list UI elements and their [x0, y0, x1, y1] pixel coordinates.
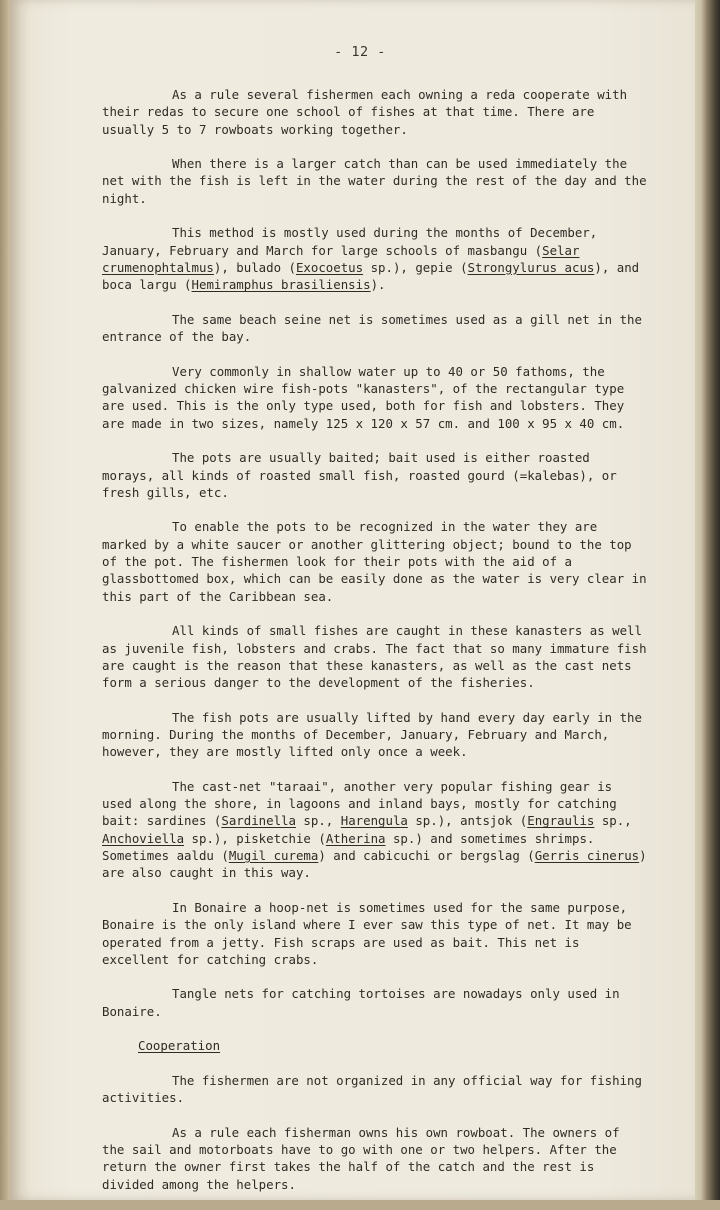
paragraph	[102, 518, 647, 604]
text-run: The fish pots are usually lifted by hand every day early in the morning. During the months of December, January, February and March, however, they are mostly lifted only once a week.	[102, 709, 642, 760]
text-run: sp.), antsjok (	[407, 813, 528, 829]
text-run: When there is a larger catch than can be used immediately the net with the fish is left in the water during the rest of the day and the night.	[102, 156, 647, 206]
paragraph	[102, 709, 647, 761]
text-run: sp.), gepie (	[363, 259, 468, 275]
underlined-term: Sardinella	[221, 813, 296, 829]
section-heading	[102, 1037, 647, 1054]
paragraph	[102, 778, 647, 882]
page-body	[102, 86, 647, 1210]
text-run: The pots are usually baited; bait used is either roasted morays, all kinds of roasted small fish, roasted gourd (=kalebas), or fresh gills, etc.	[102, 450, 617, 500]
underlined-term: Mugil curema	[228, 848, 319, 864]
text-run: sp.,	[295, 813, 341, 829]
underlined-term: Cooperation	[138, 1038, 221, 1054]
text-run: ) and cabicuchi or bergslag (	[318, 848, 535, 864]
text-run: In Bonaire a hoop-net is sometimes used for the same purpose, Bonaire is the only island where I ever saw this type of net. It may be operated from a jetty. Fish scraps are used as bait. This net is excellent for catching crabs.	[102, 899, 632, 967]
text-run: sp.) and sometimes shrimps. Sometimes aaldu (	[102, 830, 595, 864]
underlined-term: Gerris cinerus	[534, 848, 640, 864]
underlined-term: Strongylurus acus	[467, 259, 595, 275]
underlined-term: Exocoetus	[295, 259, 364, 275]
paragraph	[102, 311, 647, 346]
paragraph	[102, 985, 647, 1020]
text-run: ), and boca largu (	[102, 259, 640, 293]
text-run: sp.), pisketchie (	[184, 830, 326, 846]
underlined-term: Anchoviella	[102, 830, 185, 846]
paragraph	[102, 899, 647, 968]
paragraph	[102, 363, 647, 432]
text-run: The fishermen are not organized in any official way for fishing activities.	[102, 1072, 642, 1106]
text-run: Tangle nets for catching tortoises are nowadays only used in Bonaire.	[102, 986, 620, 1019]
paragraph	[102, 86, 647, 138]
paragraph	[102, 1124, 647, 1193]
text-run: To enable the pots to be recognized in the water they are marked by a white saucer or another glittering object; bound to the top of the pot. The fishermen look for their pots with the aid of a glassbottomed box, which can be easily done as the water is very clear in this part of the Caribbean sea.	[102, 519, 647, 604]
text-run: ) are also caught in this way.	[102, 848, 647, 881]
text-run: ).	[370, 277, 386, 293]
book-spine	[0, 0, 10, 1200]
text-run: This method is mostly used during the months of December, January, February and March for large schools of masbangu (	[102, 225, 598, 258]
underlined-term: Selar crumenophtalmus	[102, 242, 580, 275]
page-edge-shadow	[695, 0, 720, 1200]
paragraph	[102, 622, 647, 691]
paragraph	[102, 224, 647, 293]
underlined-term: Atherina	[325, 830, 386, 846]
text-run: Very commonly in shallow water up to 40 or 50 fathoms, the galvanized chicken wire fish-pots "kanasters", of the rectangular type are used. This is the only type used, both for fish and lobsters. They are made in two sizes, namely 125 x 120 x 57 cm. and 100 x 95 x 40 cm.	[102, 363, 625, 431]
underlined-term: Hemiramphus brasiliensis	[191, 277, 371, 293]
underlined-term: Engraulis	[527, 813, 595, 829]
paragraph	[102, 1072, 647, 1107]
page-number: - 12 -	[334, 44, 386, 60]
paragraph	[102, 155, 647, 207]
text-run: ), bulado (	[213, 259, 296, 275]
text-run: sp.,	[594, 813, 632, 829]
text-run: The same beach seine net is sometimes used as a gill net in the entrance of the bay.	[102, 311, 642, 345]
text-run: As a rule each fisherman owns his own rowboat. The owners of the sail and motorboats have to go with one or two helpers. After the return the owner first takes the half of the catch and the rest is divided among the helpers.	[102, 1124, 620, 1192]
text-run: As a rule several fishermen each owning a reda cooperate with their redas to secure one school of fishes at that time. There are usually 5 to 7 rowboats working together.	[102, 87, 628, 137]
underlined-term: Harengula	[340, 813, 408, 829]
text-run: The cast-net "taraai", another very popular fishing gear is used along the shore, in lagoons and inland bays, mostly for catching bait: sardines (	[102, 778, 617, 829]
text-run: All kinds of small fishes are caught in these kanasters as well as juvenile fish, lobsters and crabs. The fact that so many immature fish are caught is the reason that these kanasters, as well as the cast nets form a serious danger to the development of the fisheries.	[102, 623, 647, 691]
paragraph	[102, 449, 647, 501]
